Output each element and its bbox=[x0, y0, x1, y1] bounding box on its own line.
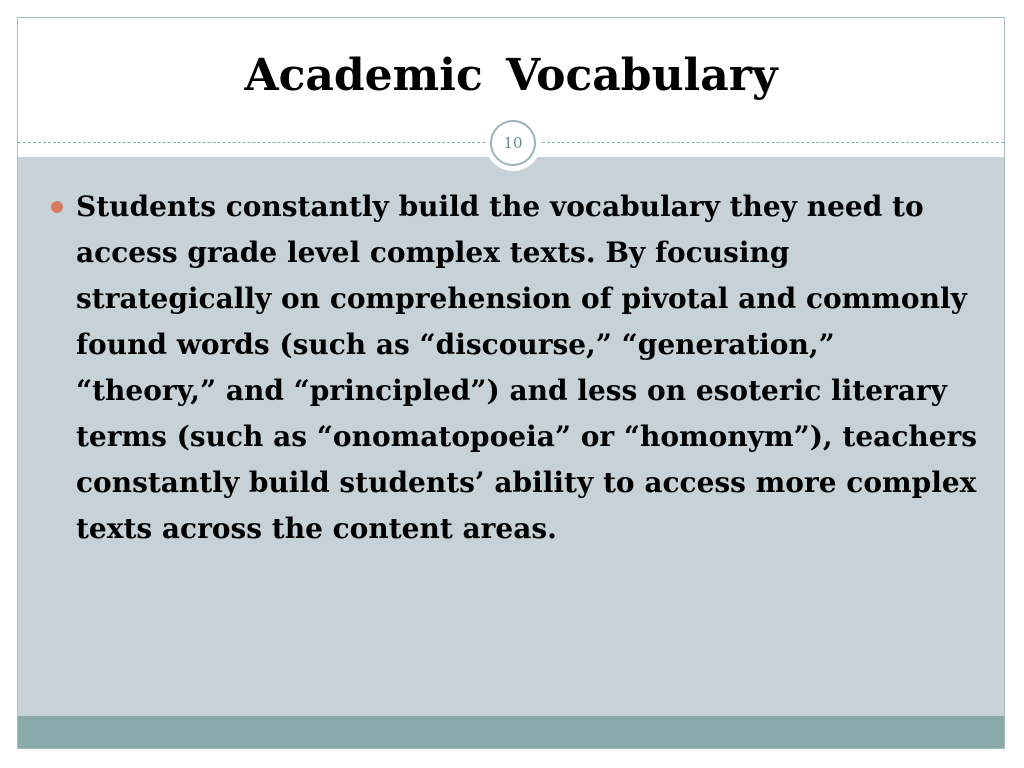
slide-title: Academic Vocabulary bbox=[244, 50, 778, 101]
bullet-text: Students constantly build the vocabulary they need to access grade level complex texts. By focusing strategically on comprehension of pivotal and commonly found words (such as “discourse,” “generation,” “theory,” and “principled”) and less on esoteric literary terms (such as “onomatopoeia” or “homonym”), teachers constantly build students’ ability to access more complex texts across the content areas. bbox=[76, 190, 978, 545]
slide-frame bbox=[17, 17, 1005, 749]
page-number-badge bbox=[485, 115, 541, 171]
bullet-dot-icon bbox=[51, 201, 63, 213]
bullet-item bbox=[50, 184, 980, 552]
page-number-ring bbox=[490, 120, 536, 166]
bottom-bar bbox=[18, 716, 1004, 749]
page-number: 10 bbox=[503, 133, 523, 152]
bullet-list bbox=[50, 184, 980, 552]
